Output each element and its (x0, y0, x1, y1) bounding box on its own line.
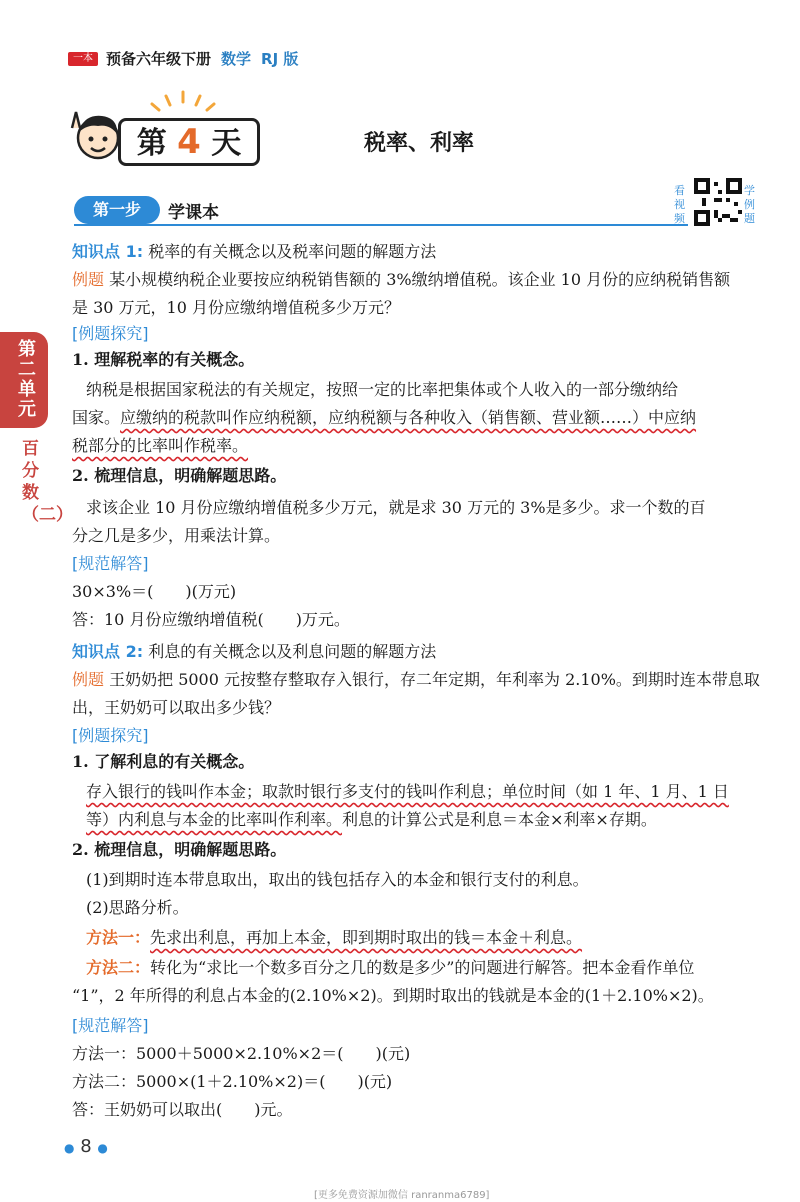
example-text: 某小规模纳税企业要按应纳税销售额的 3%缴纳增值税。该企业 10 月份的应纳税销售额 (109, 270, 731, 289)
day-suffix: 天 (211, 126, 242, 161)
answer-line: 方法一：5000＋5000×2.10%×2＝( )(元) (72, 1044, 411, 1063)
explore-heading: [例题探究] (72, 324, 149, 343)
step-pill: 第一步 (74, 196, 160, 224)
dot-icon: ● (64, 1141, 75, 1155)
paragraph-line: 求该企业 10 月份应缴纳增值税多少万元，就是求 30 万元的 3%是多少。求一个数的百 (86, 498, 706, 517)
method-tag: 方法二： (86, 958, 151, 977)
method-2-line (86, 958, 694, 978)
edition-label: RJ 版 (261, 50, 299, 68)
text-span: 国家。 (72, 408, 121, 427)
page-number-text: 8 (80, 1136, 92, 1157)
paragraph-line: (2)思路分析。 (86, 898, 189, 917)
kp2-tag: 知识点 2: (72, 642, 144, 661)
day-prefix: 第 (136, 126, 167, 161)
paragraph-line: (1)到期时连本带息取出，取出的钱包括存入的本金和银行支付的利息。 (86, 870, 589, 889)
explore-heading: [例题探究] (72, 726, 149, 745)
unit-side-tab (0, 332, 48, 428)
paragraph-line (86, 782, 729, 802)
paragraph-line (72, 436, 248, 456)
qr-code-icon[interactable] (694, 178, 742, 226)
method-2-line-2: “1”，2 年所得的利息占本金的(2.10%×2)。到期时取出的钱就是本金的(1＋2.10%×2)。 (72, 986, 714, 1005)
section-title: 2. 梳理信息，明确解题思路。 (72, 840, 287, 859)
kp1-tag: 知识点 1: (72, 242, 144, 261)
book-title: 预备六年级下册 (106, 50, 212, 68)
highlight-span: 先求出利息，再加上本金，即到期时取出的钱＝本金＋利息。 (150, 928, 583, 947)
unit-topic: 百分数（二） (22, 439, 73, 525)
section-title: 2. 梳理信息，明确解题思路。 (72, 466, 287, 485)
highlight-span: 等）内利息与本金的比率叫作利率。 (86, 810, 343, 829)
example-text: 王奶奶把 5000 元按整存整取存入银行，存二年定期，年利率为 2.10%。到期时连本带息取 (109, 670, 760, 689)
example-1-line-1 (72, 270, 730, 290)
highlight-span: 应缴纳的税款叫作应纳税额，应纳税额与各种收入（销售额、营业额……）中应纳 (120, 408, 697, 427)
step-label: 学课本 (168, 203, 219, 223)
example-1-line-2: 是 30 万元，10 月份应缴纳增值税多少万元？ (72, 298, 400, 317)
qr-caption-right: 学例题 (744, 184, 755, 225)
example-tag: 例题 (72, 270, 105, 289)
page-number (64, 1136, 108, 1157)
section-title: 1. 了解利息的有关概念。 (72, 752, 255, 771)
answer-heading: [规范解答] (72, 554, 149, 573)
knowledge-point-2 (72, 642, 436, 662)
text-span: 利息的计算公式是利息＝本金×利率×存期。 (342, 810, 657, 829)
sun-rays-icon (138, 88, 228, 118)
example-2-line-1 (72, 670, 760, 690)
lesson-title: 税率、利率 (364, 131, 475, 156)
answer-line: 方法二：5000×(1＋2.10%×2)＝( )(元) (72, 1072, 393, 1091)
method-1-line (86, 928, 582, 948)
paragraph-line (72, 408, 696, 428)
section-title: 1. 理解税率的有关概念。 (72, 350, 255, 369)
method-tag: 方法一： (86, 928, 151, 947)
highlight-span: 税部分的比率叫作税率。 (72, 436, 249, 455)
example-tag: 例题 (72, 670, 105, 689)
knowledge-point-1 (72, 242, 436, 262)
dot-icon: ● (97, 1141, 108, 1155)
kp1-text: 税率的有关概念以及税率问题的解题方法 (148, 242, 437, 261)
day-number: 4 (177, 122, 201, 162)
text-span: 转化为“求比一个数多百分之几的数是多少”的问题进行解答。把本金看作单位 (150, 958, 695, 977)
day-badge (118, 118, 260, 166)
book-header (106, 48, 298, 69)
step-divider (74, 224, 688, 226)
unit-label: 第二单元 (18, 339, 36, 420)
paragraph-line: 纳税是根据国家税法的有关规定，按照一定的比率把集体或个人收入的一部分缴纳给 (86, 380, 679, 399)
example-2-line-2: 出，王奶奶可以取出多少钱？ (72, 698, 281, 717)
answer-heading: [规范解答] (72, 1016, 149, 1035)
highlight-span: 存入银行的钱叫作本金；取款时银行多支付的钱叫作利息；单位时间（如 1 年、1 月、1 日 (86, 782, 729, 801)
answer-line: 30×3%＝( )(万元) (72, 582, 237, 601)
paragraph-line (86, 810, 657, 830)
answer-line: 答：10 月份应缴纳增值税( )万元。 (72, 610, 350, 629)
footer-watermark: [更多免费资源加微信 ranranma6789] (314, 1190, 490, 1201)
paragraph-line: 分之几是多少，用乘法计算。 (72, 526, 281, 545)
brand-logo: 一本 (68, 52, 98, 66)
qr-caption-left: 看视频 (674, 184, 685, 225)
subject-label: 数学 (221, 50, 252, 68)
kp2-text: 利息的有关概念以及利息问题的解题方法 (148, 642, 437, 661)
answer-line: 答：王奶奶可以取出( )元。 (72, 1100, 293, 1119)
